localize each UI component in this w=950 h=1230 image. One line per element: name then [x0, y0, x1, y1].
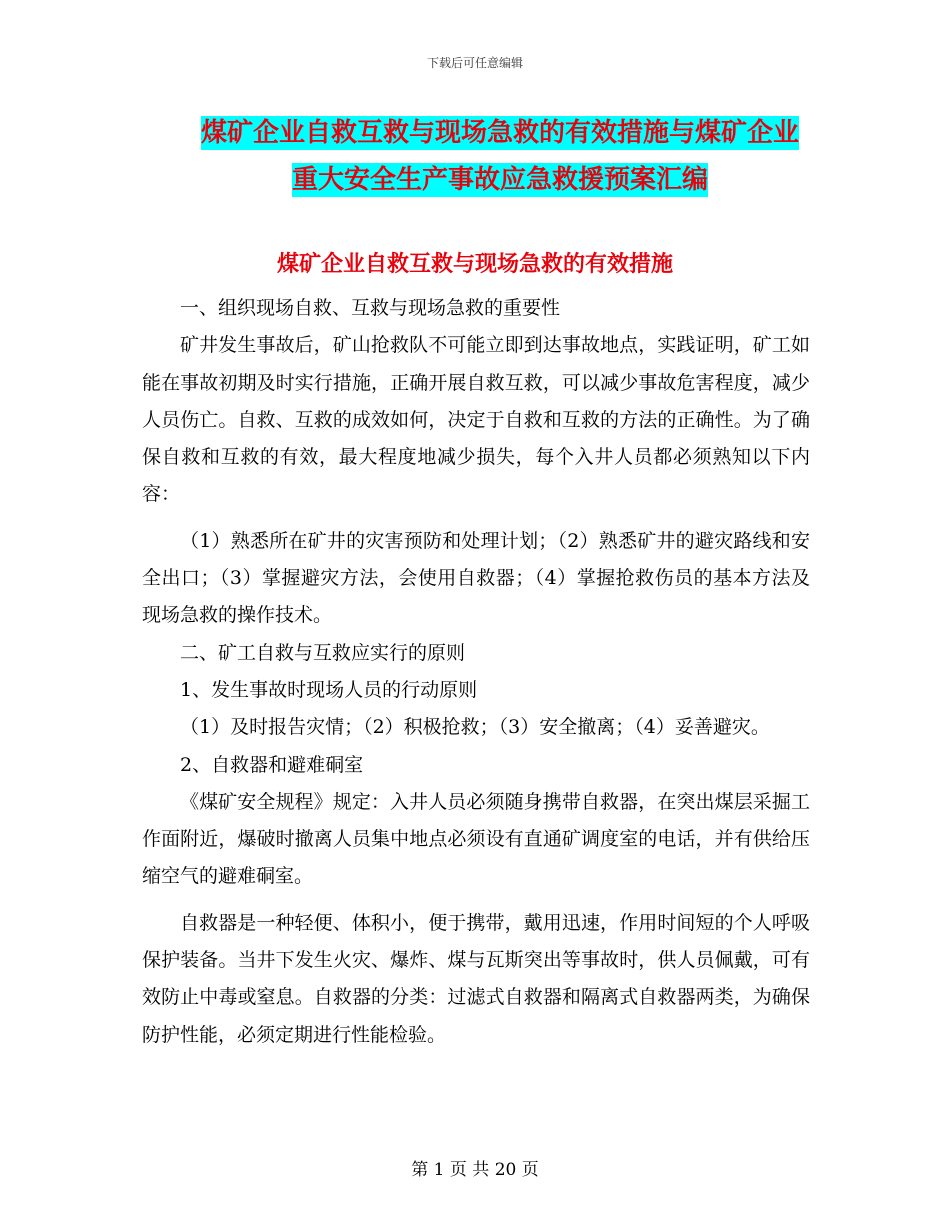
paragraph-self-rescuer-desc: 自救器是一种轻便、体积小，便于携带，戴用迅速，作用时间短的个人呼吸保护装备。当井下发生火灾、爆炸、煤与瓦斯突出等事故时，供人员佩戴，可有效防止中毒或窒息。自救器的分类：过滤式自救器和隔离式自救器两类，为确保防护性能，必须定期进行性能检验。 [142, 911, 810, 1046]
heading-principles: 二、矿工自救与互救应实行的原则 [180, 641, 466, 664]
paragraph-regulations: 《煤矿安全规程》规定：入井人员必须随身携带自救器，在突出煤层采掘工作面附近，爆破时撤离人员集中地点必须设有直通矿调度室的电话，并有供给压缩空气的避难硐室。 [142, 790, 810, 888]
main-title [140, 110, 860, 204]
header-note: 下载后可任意编辑 [426, 56, 523, 70]
body-text [142, 290, 810, 1054]
paragraph-action-list: （1）及时报告灾情；（2）积极抢救；（3）安全撤离；（4）妥善避灾。 [180, 716, 770, 739]
subheading-action-principles: 1、发生事故时现场人员的行动原则 [180, 678, 478, 701]
subheading-self-rescuer: 2、自救器和避难硐室 [180, 753, 364, 776]
section-title: 煤矿企业自救互救与现场急救的有效措施 [276, 251, 673, 277]
main-title-line-1: 煤矿企业自救互救与现场急救的有效措施与煤矿企业 [200, 118, 799, 148]
page-footer: 第 1 页 共 20 页 [411, 1160, 539, 1180]
main-title-line-2: 重大安全生产事故应急救援预案汇编 [291, 165, 708, 195]
paragraph-intro: 矿井发生事故后，矿山抢救队不可能立即到达事故地点，实践证明，矿工如能在事故初期及时实行措施，正确开展自救互救，可以减少事故危害程度，减少人员伤亡。自救、互救的成效如何，决定于自救和互救的方法的正确性。为了确保自救和互救的有效，最大程度地减少损失，每个入井人员都必须熟知以下内容： [142, 334, 810, 506]
paragraph-requirements: （1）熟悉所在矿井的灾害预防和处理计划；（2）熟悉矿井的避灾路线和安全出口；（3）掌握避灾方法，会使用自救器；（4）掌握抢救伤员的基本方法及现场急救的操作技术。 [142, 529, 810, 627]
heading-importance: 一、组织现场自救、互救与现场急救的重要性 [180, 297, 561, 319]
